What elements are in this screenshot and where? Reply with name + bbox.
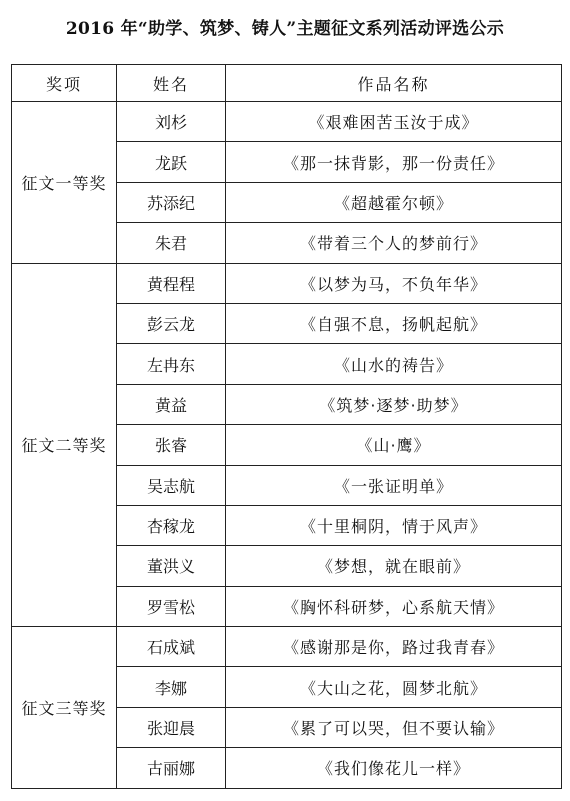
work-title-cell: 《山·鹰》 xyxy=(226,425,562,465)
award-cell: 征文二等奖 xyxy=(12,263,117,627)
name-cell: 刘杉 xyxy=(117,102,226,142)
award-cell: 征文一等奖 xyxy=(12,102,117,264)
table-row xyxy=(12,627,562,667)
work-title-cell: 《感谢那是你，路过我青春》 xyxy=(226,627,562,667)
work-title-cell: 《我们像花儿一样》 xyxy=(226,748,562,788)
work-title-cell: 《艰难困苦玉汝于成》 xyxy=(226,102,562,142)
name-cell: 朱君 xyxy=(117,223,226,263)
header-row xyxy=(12,65,562,102)
work-title-cell: 《累了可以哭，但不要认输》 xyxy=(226,707,562,747)
name-cell: 龙跃 xyxy=(117,142,226,182)
name-cell: 杏稼龙 xyxy=(117,505,226,545)
table-header xyxy=(12,65,562,102)
name-cell: 左冉东 xyxy=(117,344,226,384)
award-table xyxy=(11,64,562,789)
header-award: 奖项 xyxy=(12,65,117,102)
name-cell: 罗雪松 xyxy=(117,586,226,626)
header-work: 作品名称 xyxy=(226,65,562,102)
table-row xyxy=(12,263,562,303)
work-title-cell: 《那一抹背影，那一份责任》 xyxy=(226,142,562,182)
header-name: 姓名 xyxy=(117,65,226,102)
work-title-cell: 《十里桐阴，情于风声》 xyxy=(226,505,562,545)
award-cell: 征文三等奖 xyxy=(12,627,117,789)
name-cell: 董洪义 xyxy=(117,546,226,586)
work-title-cell: 《一张证明单》 xyxy=(226,465,562,505)
page-title: 2016 年“助学、筑梦、铸人”主题征文系列活动评选公示 xyxy=(65,19,505,39)
table-body xyxy=(12,102,562,789)
name-cell: 苏添纪 xyxy=(117,182,226,222)
name-cell: 彭云龙 xyxy=(117,303,226,343)
name-cell: 张迎晨 xyxy=(117,707,226,747)
work-title-cell: 《以梦为马，不负年华》 xyxy=(226,263,562,303)
name-cell: 张睿 xyxy=(117,425,226,465)
table-row xyxy=(12,102,562,142)
work-title-cell: 《带着三个人的梦前行》 xyxy=(226,223,562,263)
work-title-cell: 《超越霍尔顿》 xyxy=(226,182,562,222)
name-cell: 李娜 xyxy=(117,667,226,707)
name-cell: 吴志航 xyxy=(117,465,226,505)
work-title-cell: 《胸怀科研梦，心系航天情》 xyxy=(226,586,562,626)
name-cell: 黄程程 xyxy=(117,263,226,303)
name-cell: 古丽娜 xyxy=(117,748,226,788)
work-title-cell: 《山水的祷告》 xyxy=(226,344,562,384)
work-title-cell: 《自强不息，扬帆起航》 xyxy=(226,303,562,343)
work-title-cell: 《筑梦·逐梦·助梦》 xyxy=(226,384,562,424)
work-title-cell: 《梦想，就在眼前》 xyxy=(226,546,562,586)
work-title-cell: 《大山之花，圆梦北航》 xyxy=(226,667,562,707)
name-cell: 黄益 xyxy=(117,384,226,424)
name-cell: 石成斌 xyxy=(117,627,226,667)
